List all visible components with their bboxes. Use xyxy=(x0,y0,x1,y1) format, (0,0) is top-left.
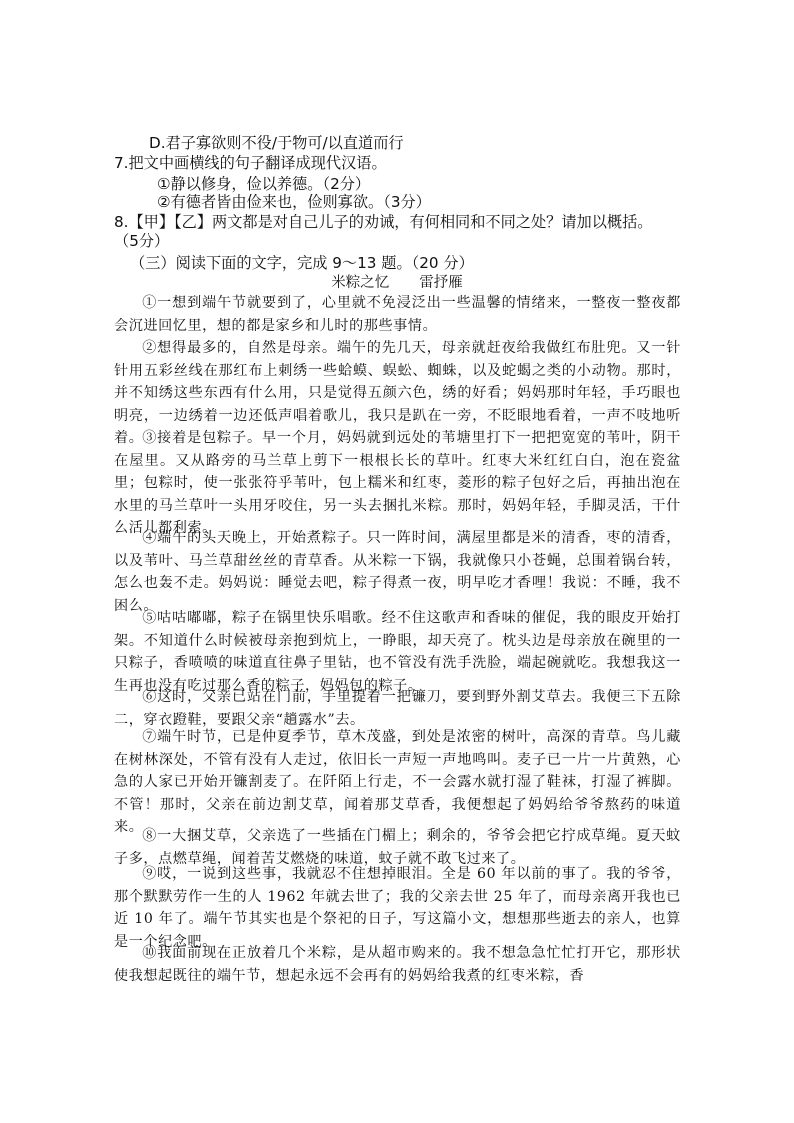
paragraph-7: ⑦端午时节，已是仲夏季节，草木茂盛，到处是浓密的树叶，高深的青草。鸟儿藏在树林深处，不管有没有人走过，依旧长一声短一声地鸣叫。麦子已一片一片黄熟，心急的人家已开始开镰割麦了。在阡陌上行走，不一会露水就打湿了鞋袜，打湿了裤脚。不管！那时，父亲在前边割艾草，闻着那艾草香，我便想起了妈妈给爷爷熬药的味道来。 xyxy=(114,729,681,835)
section-3-heading: （三）阅读下面的文字，完成 9～13 题。（20 分） xyxy=(130,254,474,272)
paragraph-3: ③接着是包粽子。早一个月，妈妈就到远处的苇塘里打下一把把宽宽的苇叶，阴干在屋里。又从路旁的马兰草上剪下一根根长长的草叶。红枣大米红红白白，泡在瓷盆里；包粽时，使一张张符乎苇叶，包上糯米和红枣，菱形的粽子包好之后，再抽出泡在水里的马兰草叶一头用牙咬住，另一头去捆扎米粽。那时，妈妈年轻，手脚灵活，干什么活儿都利索。 xyxy=(114,430,681,536)
article-title: 米粽之忆 xyxy=(331,275,390,291)
article-author: 雷抒雁 xyxy=(419,275,463,291)
question-7-stem: 7.把文中画横线的句子翻译成现代汉语。 xyxy=(114,154,387,172)
article-title-row xyxy=(0,273,794,293)
paragraph-8: ⑧一大捆艾草，父亲选了一些插在门楣上；剩余的，爷爷会把它拧成草绳。夏天蚊子多，点燃草绳，闻着苦艾燃烧的味道，蚊子就不敢飞过来了。 xyxy=(114,828,681,867)
paragraph-10: ⑩我面前现在正放着几个米粽，是从超市购来的。我不想急急忙忙打开它，那形状使我想起既往的端午节，想起永远不会再有的妈妈给我煮的红枣米粽，香 xyxy=(114,945,681,984)
question-8-line-2: （5分） xyxy=(114,232,170,250)
paragraph-5: ⑤咕咕嘟嘟，粽子在锅里快乐唱歌。经不住这歌声和香味的催促，我的眼皮开始打架。不知道什么时候被母亲抱到炕上，一睁眼，却天亮了。枕头边是母亲放在碗里的一只粽子，香喷喷的味道直往鼻子里钻，也不管没有洗手洗脸，端起碗就吃。我想我这一生再也没有吃过那么香的粽子，妈妈包的粽子。 xyxy=(114,610,681,694)
question-7-item-1: ①静以修身，俭以养德。（2分） xyxy=(157,175,371,193)
paragraph-4: ④端午的头天晚上，开始煮粽子。只一阵时间，满屋里都是米的清香，枣的清香，以及苇叶、马兰草甜丝丝的青草香。从米粽一下锅，我就像只小苍蝇，总围着锅台转，怎么也轰不走。妈妈说：睡觉去吧，粽子得煮一夜，明早吃才香哩！我说：不睡，我不困么。 xyxy=(114,530,681,614)
paragraph-9: ⑨哎，一说到这些事，我就忍不住想掉眼泪。全是 60 年以前的事了。我的爷爷，那个默默劳作一生的人 1962 年就去世了；我的父亲去世 25 年了，而母亲离开我也已近 10 年了。端午节其实也是个祭祀的日子，写这篇小文，想想那些逝去的亲人，也算是一个纪念吧。 xyxy=(114,866,681,950)
question-8-line-1: 8.【甲】【乙】两文都是对自己儿子的劝诫，有何相同和不同之处？请加以概括。 xyxy=(114,213,653,231)
paragraph-2: ②想得最多的，自然是母亲。端午的先几天，母亲就赶夜给我做红布肚兜。又一针针用五彩丝线在那红布上刺绣一些蛤蟆、蜈蚣、蜘蛛，以及蛇蝎之类的小动物。那时，并不知绣这些东西有什么用，只是觉得五颜六色，绣的好看；妈妈那时年轻，手巧眼也明亮，一边绣着一边还低声唱着歌儿，我只是趴在一旁，不眨眼地看着，一声不吱地听着。 xyxy=(114,340,681,446)
paragraph-6: ⑥这时，父亲已站在门前，手里提着一把镰刀，要到野外割艾草去。我便三下五除二，穿衣蹬鞋，要跟父亲“趟露水”去。 xyxy=(114,689,681,728)
option-d: D.君子寡欲则不役/于物可/以直道而行 xyxy=(149,134,404,152)
paragraph-1: ①一想到端午节就要到了，心里就不免浸泛出一些温馨的情绪来，一整夜一整夜都会沉进回忆里，想的都是家乡和儿时的那些事情。 xyxy=(114,295,681,334)
question-7-item-2: ②有德者皆由俭来也，俭则寡欲。（3分） xyxy=(157,193,431,211)
